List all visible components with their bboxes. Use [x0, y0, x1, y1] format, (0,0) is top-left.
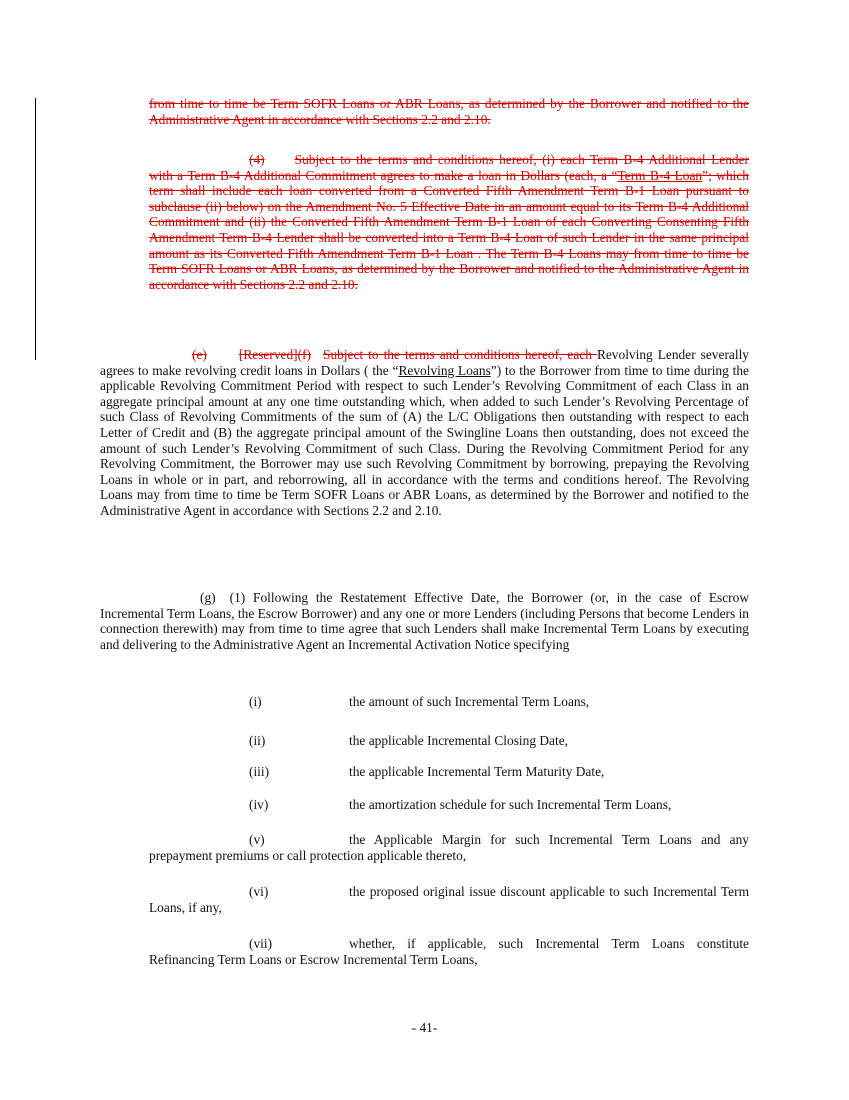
revolving-paragraph	[100, 347, 749, 519]
deleted-defined-term: Term B-4 Loan	[617, 167, 703, 183]
page-number: - 41-	[411, 1020, 438, 1035]
list-item-number: (i)	[249, 694, 262, 709]
list-item-number: (iii)	[249, 764, 270, 779]
deleted-para-2-text-b: ”; which term shall include each loan converted from a Converted Fifth Amendment Term B-1 Loan pursuant to subclause (ii) below) on the Amendment No. 5 Effective Date in an amount equal to its Term B-4 Additional Commitment and (ii) the Converted Fifth Amendment Term B-1 Loan of each Converting Consenting Fifth Amendment Term B-4 Lender shall be converted into a Term B-4 Loan of such Lender in the same principal amount as its Converted Fifth Amendment Term B-1 Loan . The Term B-4 Loans may from time to time be Term SOFR Loans or ABR Loans, as determined by the Borrower and notified to the Administrative Agent in accordance with Sections 2.2 and 2.10.	[149, 167, 749, 292]
deleted-subject-clause: Subject to the terms and conditions hereof, each	[323, 347, 597, 362]
list-item-number: (v)	[249, 832, 265, 847]
list-item	[249, 694, 749, 710]
list-item-number: (vii)	[249, 936, 273, 951]
list-item-text: the amortization schedule for such Incremental Term Loans,	[349, 797, 672, 812]
list-item-number: (iv)	[249, 797, 269, 812]
list-item-number: (ii)	[249, 733, 266, 748]
incremental-paragraph	[100, 590, 749, 652]
list-item-text: the Applicable Margin for such Incremental Term Loans and any prepayment premiums or call protection applicable thereto,	[149, 832, 749, 863]
list-item-text: the applicable Incremental Closing Date,	[349, 733, 569, 748]
deleted-para-2-label: (4)	[249, 152, 265, 167]
deleted-label-e: (e)	[192, 347, 207, 362]
list-item	[149, 884, 749, 915]
list-item-text: the proposed original issue discount applicable to such Incremental Term Loans, if any,	[149, 884, 749, 915]
list-item-number: (vi)	[249, 884, 269, 899]
list-item	[249, 764, 749, 780]
revolving-text-a: Revolving Lender severally agrees to make revolving credit loans in Dollars ( the “	[100, 347, 749, 378]
deleted-para-2-text-a: Subject to the terms and conditions hereof, (i) each Term B-4 Additional Lender with a Term B-4 Additional Commitment agrees to make a loan in Dollars (each, a “	[149, 152, 749, 183]
incremental-text: (1) Following the Restatement Effective Date, the Borrower (or, in the case of Escrow Incremental Term Loans, the Escrow Borrower) and any one or more Lenders (including Persons that become Lenders in connection therewith) may from time to time agree that such Lenders shall make Incremental Term Loans by executing and delivering to the Administrative Agent an Incremental Activation Notice specifying	[100, 590, 749, 652]
deleted-paragraph-1: from time to time be Term SOFR Loans or ABR Loans, as determined by the Borrower and notified to the Administrative Agent in accordance with Sections 2.2 and 2.10.	[149, 96, 749, 127]
revolving-loans-term: Revolving Loans	[398, 362, 491, 378]
change-bar	[35, 98, 36, 360]
deleted-reserved: [Reserved](f)	[238, 347, 311, 362]
deleted-paragraph-2	[149, 152, 749, 292]
list-item-text: whether, if applicable, such Incremental Term Loans constitute Refinancing Term Loans or Escrow Incremental Term Loans,	[149, 936, 749, 967]
list-item-text: the amount of such Incremental Term Loans,	[349, 694, 590, 709]
list-item	[149, 832, 749, 863]
list-item	[249, 733, 749, 749]
list-item-text: the applicable Incremental Term Maturity Date,	[349, 764, 605, 779]
incremental-label: (g)	[200, 590, 216, 605]
list-item	[149, 936, 749, 967]
list-item	[249, 797, 749, 813]
revolving-text-b: ”) to the Borrower from time to time during the applicable Revolving Commitment Period with respect to such Lender’s Revolving Commitment of each Class in an aggregate principal amount at any one time outstanding which, when added to such Lender’s Revolving Percentage of such Class of Revolving Commitments of the sum of (A) the L/C Obligations then outstanding with respect to each Letter of Credit and (B) the aggregate principal amount of the Swingline Loans then outstanding, does not exceed the amount of such Lender’s Revolving Commitment of such Class. During the Revolving Commitment Period for any Revolving Commitment, the Borrower may use such Revolving Commitment by borrowing, prepaying the Revolving Loans in whole or in part, and reborrowing, all in accordance with the terms and conditions hereof. The Revolving Loans may from time to time be Term SOFR Loans or ABR Loans, as determined by the Borrower and notified to the Administrative Agent in accordance with Sections 2.2 and 2.10.	[100, 362, 749, 518]
